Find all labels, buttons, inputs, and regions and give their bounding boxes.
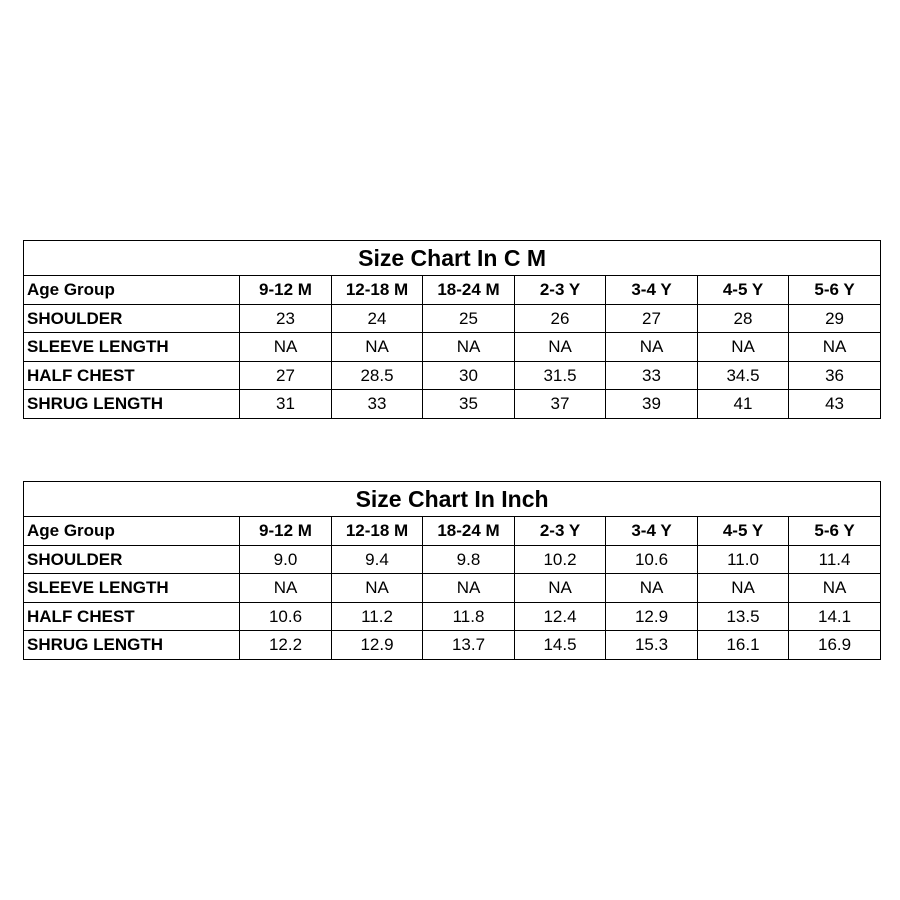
table-cell: 15.3 xyxy=(606,631,698,660)
table-row xyxy=(24,390,881,419)
column-header: 9-12 M xyxy=(240,517,332,546)
table-cell: 37 xyxy=(515,390,606,419)
table-cell: 11.0 xyxy=(698,545,789,574)
column-header: 18-24 M xyxy=(423,517,515,546)
table-cell: 12.9 xyxy=(606,602,698,631)
column-header: 2-3 Y xyxy=(515,517,606,546)
column-header: 4-5 Y xyxy=(698,276,789,305)
row-label: SLEEVE LENGTH xyxy=(24,574,240,603)
column-header: 9-12 M xyxy=(240,276,332,305)
table-cell: NA xyxy=(240,333,332,362)
table-cell: 10.6 xyxy=(606,545,698,574)
table-cell: NA xyxy=(606,574,698,603)
table-row xyxy=(24,361,881,390)
table-cell: 39 xyxy=(606,390,698,419)
table-cell: 13.5 xyxy=(698,602,789,631)
table-cell: 9.4 xyxy=(332,545,423,574)
row-label: HALF CHEST xyxy=(24,602,240,631)
table-cell: 25 xyxy=(423,304,515,333)
column-header: 12-18 M xyxy=(332,517,423,546)
size-chart-inch xyxy=(23,481,881,660)
row-label: SHRUG LENGTH xyxy=(24,390,240,419)
table-cell: 14.1 xyxy=(789,602,881,631)
table-cell: NA xyxy=(515,574,606,603)
table-cell: NA xyxy=(423,333,515,362)
table-cell: 28.5 xyxy=(332,361,423,390)
table-cell: NA xyxy=(240,574,332,603)
table-cell: 13.7 xyxy=(423,631,515,660)
table-cell: 11.2 xyxy=(332,602,423,631)
table-cell: 27 xyxy=(240,361,332,390)
table-cell: 10.6 xyxy=(240,602,332,631)
column-header: 2-3 Y xyxy=(515,276,606,305)
table-cell: NA xyxy=(332,333,423,362)
age-group-label: Age Group xyxy=(24,276,240,305)
table-row xyxy=(24,602,881,631)
row-label: HALF CHEST xyxy=(24,361,240,390)
table-cell: 27 xyxy=(606,304,698,333)
table-cell: 9.0 xyxy=(240,545,332,574)
table-cell: 43 xyxy=(789,390,881,419)
table-cell: NA xyxy=(332,574,423,603)
table-cell: 11.4 xyxy=(789,545,881,574)
table-cell: 16.9 xyxy=(789,631,881,660)
table-cell: NA xyxy=(789,333,881,362)
header-row xyxy=(24,517,881,546)
table-cell: 11.8 xyxy=(423,602,515,631)
table-cell: 41 xyxy=(698,390,789,419)
table-cell: 12.4 xyxy=(515,602,606,631)
header-row xyxy=(24,276,881,305)
column-header: 5-6 Y xyxy=(789,517,881,546)
table-cell: 14.5 xyxy=(515,631,606,660)
table-cell: NA xyxy=(789,574,881,603)
age-group-label: Age Group xyxy=(24,517,240,546)
table-cell: 35 xyxy=(423,390,515,419)
column-header: 3-4 Y xyxy=(606,276,698,305)
table-cell: 28 xyxy=(698,304,789,333)
chart-title-row xyxy=(24,241,881,276)
row-label: SHRUG LENGTH xyxy=(24,631,240,660)
table-cell: 9.8 xyxy=(423,545,515,574)
table-cell: NA xyxy=(515,333,606,362)
table-cell: NA xyxy=(606,333,698,362)
row-label: SHOULDER xyxy=(24,545,240,574)
table-cell: 29 xyxy=(789,304,881,333)
table-cell: 10.2 xyxy=(515,545,606,574)
column-header: 4-5 Y xyxy=(698,517,789,546)
table-row xyxy=(24,545,881,574)
table-cell: 33 xyxy=(606,361,698,390)
size-chart-cm xyxy=(23,240,881,419)
table-cell: 36 xyxy=(789,361,881,390)
row-label: SLEEVE LENGTH xyxy=(24,333,240,362)
table-cell: NA xyxy=(423,574,515,603)
chart-title: Size Chart In Inch xyxy=(24,482,881,517)
table-cell: NA xyxy=(698,333,789,362)
table-row xyxy=(24,574,881,603)
table-cell: 12.9 xyxy=(332,631,423,660)
table-cell: NA xyxy=(698,574,789,603)
column-header: 18-24 M xyxy=(423,276,515,305)
row-label: SHOULDER xyxy=(24,304,240,333)
table-cell: 12.2 xyxy=(240,631,332,660)
table-cell: 30 xyxy=(423,361,515,390)
table-cell: 31.5 xyxy=(515,361,606,390)
table-cell: 16.1 xyxy=(698,631,789,660)
table-cell: 26 xyxy=(515,304,606,333)
chart-title-row xyxy=(24,482,881,517)
table-cell: 31 xyxy=(240,390,332,419)
table-row xyxy=(24,333,881,362)
table-cell: 34.5 xyxy=(698,361,789,390)
column-header: 12-18 M xyxy=(332,276,423,305)
table-cell: 33 xyxy=(332,390,423,419)
column-header: 3-4 Y xyxy=(606,517,698,546)
chart-title: Size Chart In C M xyxy=(24,241,881,276)
column-header: 5-6 Y xyxy=(789,276,881,305)
table-row xyxy=(24,304,881,333)
table-row xyxy=(24,631,881,660)
table-cell: 23 xyxy=(240,304,332,333)
table-cell: 24 xyxy=(332,304,423,333)
